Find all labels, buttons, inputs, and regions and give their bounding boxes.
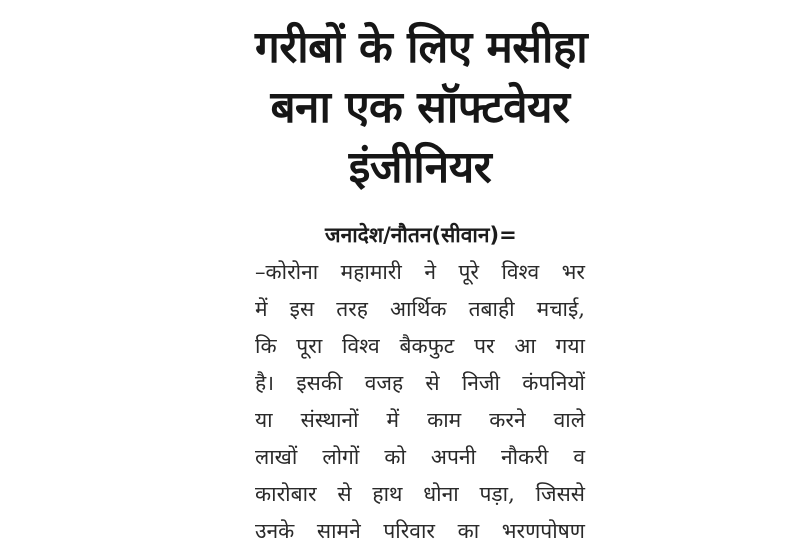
article-headline xyxy=(255,18,588,198)
headline-line: बना एक सॉफ्टवेयर xyxy=(270,82,570,133)
body-line: लाखों लोगों को अपनी नौकरी व xyxy=(255,445,585,469)
body-line: –कोरोना महामारी ने पूरे विश्व भर xyxy=(255,260,585,284)
article-column xyxy=(255,18,588,550)
body-line: या संस्थानों में काम करने वाले xyxy=(255,408,585,432)
body-line: में इस तरह आर्थिक तबाही मचाई, xyxy=(255,297,585,321)
headline-line: गरीबों के लिए मसीहा xyxy=(255,22,588,73)
article-body xyxy=(255,254,585,550)
body-line: कि पूरा विश्व बैकफुट पर आ गया xyxy=(255,334,585,358)
body-line: कारोबार से हाथ धोना पड़ा, जिससे xyxy=(255,482,585,506)
article-dateline: जनादेश/नौतन(सीवान)= xyxy=(325,223,517,247)
headline-line: इंजीनियर xyxy=(348,142,492,193)
body-line: है। इसकी वजह से निजी कंपनियों xyxy=(255,371,585,395)
body-line: उनके सामने परिवार का भरणपोषण xyxy=(255,519,585,543)
